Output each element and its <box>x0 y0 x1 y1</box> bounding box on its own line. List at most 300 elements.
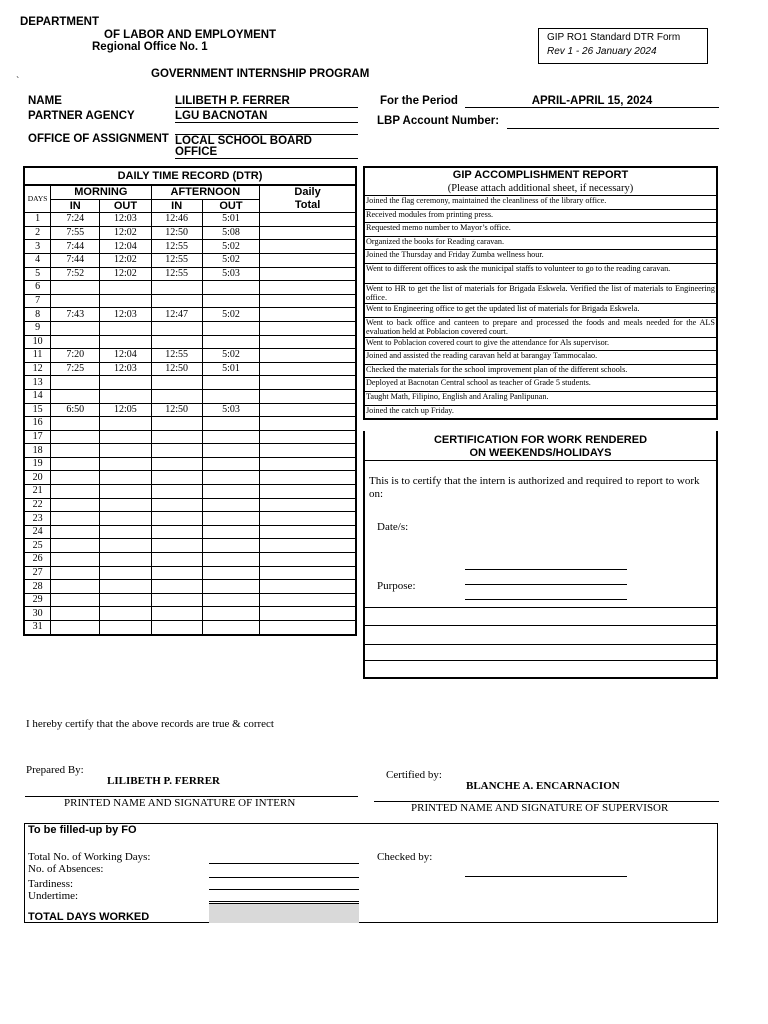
dept-line-2: OF LABOR AND EMPLOYMENT <box>104 29 277 41</box>
dtr-pm-out-cell: 5:08 <box>202 226 259 240</box>
dtr-day-cell: 15 <box>24 403 51 417</box>
dtr-total-cell <box>260 430 356 444</box>
accomplishment-row <box>364 405 717 419</box>
dtr-am-in-cell <box>51 621 100 635</box>
dtr-pm-out-cell <box>202 525 259 539</box>
dtr-pm-out-cell: 5:03 <box>202 403 259 417</box>
daily-total-label-2: Total <box>294 199 321 212</box>
dtr-row <box>24 417 356 431</box>
dtr-am-out-cell <box>100 444 151 458</box>
dtr-am-in-cell <box>51 566 100 580</box>
accomplishment-row <box>364 223 717 237</box>
dtr-day-cell: 20 <box>24 471 51 485</box>
dtr-am-in-cell: 7:55 <box>51 226 100 240</box>
dtr-am-out-cell: 12:02 <box>100 267 151 281</box>
dtr-am-out-cell <box>100 471 151 485</box>
dtr-row <box>24 457 356 471</box>
dtr-total-cell <box>260 335 356 349</box>
dtr-row <box>24 389 356 403</box>
dtr-pm-out-cell <box>202 498 259 512</box>
dtr-total-cell <box>260 321 356 335</box>
dtr-total-cell <box>260 403 356 417</box>
dtr-pm-in-cell: 12:50 <box>151 403 202 417</box>
dtr-pm-in-cell: 12:55 <box>151 267 202 281</box>
dtr-am-out-cell: 12:03 <box>100 213 151 227</box>
dtr-pm-out-cell <box>202 457 259 471</box>
dtr-am-in-cell: 7:44 <box>51 240 100 254</box>
prepared-by-label: Prepared By: <box>26 764 84 776</box>
supervisor-name: BLANCHE A. ENCARNACION <box>466 780 620 792</box>
dtr-total-cell <box>260 349 356 363</box>
dtr-pm-out-cell: 5:01 <box>202 362 259 376</box>
dtr-row <box>24 471 356 485</box>
supervisor-caption: PRINTED NAME AND SIGNATURE OF SUPERVISOR <box>411 802 669 814</box>
accomplishment-item: Joined and assisted the reading caravan held at barangay Tammocalao. <box>364 351 717 365</box>
accomplishment-row <box>364 236 717 250</box>
dtr-pm-in-cell <box>151 566 202 580</box>
dtr-pm-out-cell <box>202 321 259 335</box>
divider <box>365 460 716 461</box>
dtr-am-out-cell <box>100 430 151 444</box>
dtr-am-in-cell: 7:43 <box>51 308 100 322</box>
dtr-am-in-cell: 6:50 <box>51 403 100 417</box>
dtr-pm-in-cell <box>151 485 202 499</box>
dtr-am-out-cell: 12:02 <box>100 253 151 267</box>
accomplishment-item: Checked the materials for the school improvement plan of the different schools. <box>364 364 717 378</box>
dtr-am-in-cell <box>51 485 100 499</box>
dtr-am-out-cell: 12:05 <box>100 403 151 417</box>
dtr-total-cell <box>260 294 356 308</box>
purpose-label: Purpose: <box>377 580 416 592</box>
dtr-day-cell: 26 <box>24 553 51 567</box>
dtr-day-cell: 29 <box>24 593 51 607</box>
morning-header: MORNING <box>51 185 151 199</box>
afternoon-header: AFTERNOON <box>151 185 260 199</box>
dtr-am-in-cell <box>51 321 100 335</box>
accomplishment-item: Organized the books for Reading caravan. <box>364 236 717 250</box>
dtr-am-in-cell <box>51 444 100 458</box>
dtr-am-in-cell <box>51 457 100 471</box>
certify-statement: I hereby certify that the above records are true & correct <box>26 718 274 730</box>
dtr-am-out-cell: 12:03 <box>100 308 151 322</box>
dtr-pm-in-cell <box>151 498 202 512</box>
dtr-am-in-cell <box>51 281 100 295</box>
dtr-pm-in-cell <box>151 512 202 526</box>
dtr-pm-out-cell <box>202 566 259 580</box>
dtr-day-cell: 17 <box>24 430 51 444</box>
form-id-box <box>538 28 708 64</box>
dtr-day-cell: 8 <box>24 308 51 322</box>
dtr-total-cell <box>260 512 356 526</box>
undertime-label: Undertime: <box>28 890 79 902</box>
dtr-am-out-cell <box>100 294 151 308</box>
dtr-total-cell <box>260 553 356 567</box>
dates-label: Date/s: <box>377 521 409 533</box>
dtr-am-in-cell <box>51 417 100 431</box>
dtr-pm-out-cell <box>202 607 259 621</box>
accomplishment-row <box>364 209 717 223</box>
dtr-pm-in-cell <box>151 335 202 349</box>
dtr-am-in-cell <box>51 389 100 403</box>
dtr-total-cell <box>260 498 356 512</box>
dtr-am-out-cell <box>100 498 151 512</box>
dtr-row <box>24 512 356 526</box>
certification-title-1: CERTIFICATION FOR WORK RENDERED <box>433 434 648 446</box>
dtr-row <box>24 539 356 553</box>
dtr-day-cell: 11 <box>24 349 51 363</box>
dtr-am-out-cell <box>100 389 151 403</box>
accomplishment-item: Went to Engineering office to get the updated list of materials for Brigada Eskwela. <box>364 303 717 317</box>
dtr-am-in-cell <box>51 607 100 621</box>
dtr-am-out-cell: 12:04 <box>100 240 151 254</box>
dtr-am-in-cell <box>51 498 100 512</box>
dtr-pm-in-cell: 12:50 <box>151 226 202 240</box>
dtr-row <box>24 362 356 376</box>
dtr-day-cell: 10 <box>24 335 51 349</box>
dtr-total-cell <box>260 607 356 621</box>
accomplishment-item: Went to HR to get the list of materials for Brigada Eskwela. Verified the list of materials to Engineering office. <box>366 283 715 302</box>
purpose-line-1 <box>465 584 627 585</box>
dtr-pm-out-cell <box>202 512 259 526</box>
accomplishment-row <box>364 250 717 264</box>
dtr-pm-in-cell: 12:47 <box>151 308 202 322</box>
dtr-row <box>24 376 356 390</box>
dtr-am-out-cell: 12:03 <box>100 362 151 376</box>
dtr-pm-out-cell: 5:02 <box>202 308 259 322</box>
dtr-row <box>24 294 356 308</box>
certified-by-label: Certified by: <box>386 769 442 781</box>
certification-title-2: ON WEEKENDS/HOLIDAYS <box>469 447 612 459</box>
form-revision: Rev 1 - 26 January 2024 <box>547 46 657 57</box>
dtr-total-cell <box>260 376 356 390</box>
dtr-total-cell <box>260 485 356 499</box>
dtr-am-in-cell <box>51 471 100 485</box>
dtr-am-in-cell <box>51 376 100 390</box>
dtr-am-in-cell <box>51 593 100 607</box>
dtr-pm-out-cell: 5:03 <box>202 267 259 281</box>
dtr-day-cell: 16 <box>24 417 51 431</box>
accomplishment-item: Received modules from printing press. <box>364 209 717 223</box>
dtr-pm-out-cell <box>202 621 259 635</box>
dtr-row <box>24 335 356 349</box>
accomplishment-row <box>364 391 717 405</box>
dtr-day-cell: 30 <box>24 607 51 621</box>
dtr-am-in-cell <box>51 553 100 567</box>
divider <box>365 625 716 626</box>
purpose-line-2 <box>465 599 627 600</box>
dtr-am-out-cell <box>100 593 151 607</box>
dtr-day-cell: 31 <box>24 621 51 635</box>
accomplishment-row <box>364 378 717 392</box>
dtr-pm-in-cell <box>151 457 202 471</box>
accomplishment-table <box>363 166 718 420</box>
intern-caption: PRINTED NAME AND SIGNATURE OF INTERN <box>64 797 296 809</box>
dtr-am-in-cell: 7:24 <box>51 213 100 227</box>
dtr-pm-in-cell: 12:50 <box>151 362 202 376</box>
dtr-pm-out-cell <box>202 539 259 553</box>
intern-name: LILIBETH P. FERRER <box>107 775 220 787</box>
dtr-pm-in-cell <box>151 471 202 485</box>
dtr-total-cell <box>260 417 356 431</box>
daily-total-header <box>260 185 356 213</box>
dtr-total-cell <box>260 362 356 376</box>
dtr-am-out-cell <box>100 580 151 594</box>
total-days-label: TOTAL DAYS WORKED <box>28 911 150 923</box>
dtr-pm-out-cell <box>202 294 259 308</box>
dtr-am-out-cell <box>100 281 151 295</box>
dtr-pm-out-cell <box>202 335 259 349</box>
dtr-total-cell <box>260 389 356 403</box>
dtr-total-cell <box>260 281 356 295</box>
accomplishment-row <box>364 283 717 303</box>
dtr-day-cell: 12 <box>24 362 51 376</box>
dtr-total-cell <box>260 213 356 227</box>
undertime-line <box>209 901 359 902</box>
checked-by-label: Checked by: <box>377 851 433 863</box>
dtr-am-out-cell <box>100 321 151 335</box>
dtr-am-in-cell <box>51 430 100 444</box>
dtr-pm-out-cell <box>202 430 259 444</box>
am-out-header: OUT <box>100 199 151 213</box>
divider <box>365 660 716 661</box>
dtr-total-cell <box>260 240 356 254</box>
dtr-row <box>24 430 356 444</box>
total-days-cell <box>209 903 359 923</box>
dtr-pm-in-cell: 12:55 <box>151 253 202 267</box>
dtr-pm-in-cell <box>151 281 202 295</box>
dtr-am-out-cell <box>100 485 151 499</box>
dtr-pm-out-cell: 5:01 <box>202 213 259 227</box>
dtr-total-cell <box>260 444 356 458</box>
dtr-pm-out-cell: 5:02 <box>202 240 259 254</box>
accomplishment-row <box>364 364 717 378</box>
dtr-row <box>24 267 356 281</box>
name-value: LILIBETH P. FERRER <box>175 95 358 108</box>
dtr-day-cell: 23 <box>24 512 51 526</box>
dtr-row <box>24 403 356 417</box>
days-header: DAYS <box>24 185 51 213</box>
dtr-pm-in-cell: 12:55 <box>151 349 202 363</box>
divider <box>365 644 716 645</box>
accomplishment-row <box>364 303 717 317</box>
dtr-pm-out-cell <box>202 444 259 458</box>
dtr-day-cell: 24 <box>24 525 51 539</box>
dtr-pm-in-cell <box>151 417 202 431</box>
dept-line-1: DEPARTMENT <box>20 16 100 28</box>
dtr-am-in-cell: 7:44 <box>51 253 100 267</box>
dtr-pm-in-cell <box>151 376 202 390</box>
dtr-day-cell: 14 <box>24 389 51 403</box>
dtr-row <box>24 607 356 621</box>
dtr-am-out-cell <box>100 376 151 390</box>
dtr-pm-out-cell <box>202 281 259 295</box>
daily-total-label-1: Daily <box>294 186 321 199</box>
dtr-day-cell: 25 <box>24 539 51 553</box>
dtr-row <box>24 498 356 512</box>
dtr-pm-in-cell <box>151 607 202 621</box>
dtr-pm-in-cell <box>151 430 202 444</box>
dtr-total-cell <box>260 267 356 281</box>
dtr-am-in-cell: 7:25 <box>51 362 100 376</box>
dtr-pm-out-cell <box>202 471 259 485</box>
dtr-total-cell <box>260 593 356 607</box>
dtr-row <box>24 281 356 295</box>
dtr-pm-in-cell <box>151 294 202 308</box>
dtr-pm-in-cell <box>151 389 202 403</box>
divider <box>365 607 716 608</box>
dtr-pm-out-cell <box>202 553 259 567</box>
dtr-row <box>24 226 356 240</box>
dtr-am-out-cell <box>100 621 151 635</box>
name-label: NAME <box>28 95 62 107</box>
dtr-row <box>24 321 356 335</box>
dtr-row <box>24 213 356 227</box>
dtr-pm-out-cell: 5:02 <box>202 349 259 363</box>
period-label: For the Period <box>380 95 458 107</box>
dtr-pm-out-cell <box>202 417 259 431</box>
pm-in-header: IN <box>151 199 202 213</box>
dtr-day-cell: 21 <box>24 485 51 499</box>
dtr-row <box>24 240 356 254</box>
dtr-total-cell <box>260 308 356 322</box>
fo-box <box>24 823 718 923</box>
dtr-pm-in-cell: 12:55 <box>151 240 202 254</box>
dtr-am-out-cell: 12:02 <box>100 226 151 240</box>
dtr-pm-in-cell <box>151 621 202 635</box>
office-value-1: LOCAL SCHOOL BOARD <box>175 134 358 147</box>
dtr-row <box>24 621 356 635</box>
dtr-am-in-cell: 7:52 <box>51 267 100 281</box>
dtr-pm-out-cell <box>202 389 259 403</box>
dtr-row <box>24 525 356 539</box>
dtr-pm-in-cell <box>151 444 202 458</box>
dtr-pm-out-cell <box>202 593 259 607</box>
dtr-total-cell <box>260 253 356 267</box>
dtr-am-in-cell <box>51 294 100 308</box>
agency-value: LGU BACNOTAN <box>175 110 358 123</box>
accomplishment-item: Joined the flag ceremony, maintained the cleanliness of the library office. <box>364 196 717 210</box>
dtr-day-cell: 28 <box>24 580 51 594</box>
dtr-pm-in-cell <box>151 580 202 594</box>
dtr-total-cell <box>260 457 356 471</box>
dtr-day-cell: 4 <box>24 253 51 267</box>
accomplishment-item: Went to Poblacion covered court to give the attendance for Als supervisor. <box>364 337 717 351</box>
dtr-am-out-cell <box>100 512 151 526</box>
tardiness-label: Tardiness: <box>28 878 74 890</box>
dtr-total-cell <box>260 580 356 594</box>
dtr-am-out-cell: 12:04 <box>100 349 151 363</box>
dtr-row <box>24 485 356 499</box>
dtr-pm-in-cell <box>151 539 202 553</box>
dtr-pm-in-cell <box>151 525 202 539</box>
lbp-label: LBP Account Number: <box>377 115 500 127</box>
dtr-am-out-cell <box>100 607 151 621</box>
dtr-day-cell: 7 <box>24 294 51 308</box>
dtr-row <box>24 349 356 363</box>
agency-label: PARTNER AGENCY <box>28 110 135 122</box>
fo-title: To be filled-up by FO <box>28 824 137 836</box>
dtr-am-out-cell <box>100 335 151 349</box>
accomplishment-row <box>364 317 717 337</box>
accomplishment-title: GIP ACCOMPLISHMENT REPORT <box>452 169 629 181</box>
dtr-row <box>24 253 356 267</box>
dtr-total-cell <box>260 621 356 635</box>
dtr-row <box>24 553 356 567</box>
dtr-day-cell: 19 <box>24 457 51 471</box>
dtr-am-in-cell <box>51 539 100 553</box>
dtr-day-cell: 1 <box>24 213 51 227</box>
dtr-day-cell: 2 <box>24 226 51 240</box>
pm-out-header: OUT <box>202 199 259 213</box>
dtr-total-cell <box>260 471 356 485</box>
dtr-pm-in-cell <box>151 321 202 335</box>
dtr-am-in-cell: 7:20 <box>51 349 100 363</box>
dtr-pm-in-cell: 12:46 <box>151 213 202 227</box>
accomplishment-item: Went to back office and canteen to prepare and processed the foods and meals needed for the ALS evaluation held at Poblacion covered court. <box>366 317 715 336</box>
dtr-am-out-cell <box>100 457 151 471</box>
dtr-row <box>24 580 356 594</box>
dtr-day-cell: 3 <box>24 240 51 254</box>
accomplishment-item: Went to different offices to ask the municipal staffs to volunteer to go to the reading caravan. <box>364 263 717 283</box>
dtr-am-in-cell <box>51 335 100 349</box>
dtr-am-out-cell <box>100 566 151 580</box>
accomplishment-row <box>364 351 717 365</box>
dtr-pm-out-cell <box>202 485 259 499</box>
tardiness-line <box>209 889 359 890</box>
dept-line-3: Regional Office No. 1 <box>92 41 208 53</box>
dtr-title: DAILY TIME RECORD (DTR) <box>24 167 356 185</box>
certification-body: This is to certify that the intern is authorized and required to report to work on: <box>369 475 700 500</box>
dtr-am-out-cell <box>100 417 151 431</box>
dtr-day-cell: 5 <box>24 267 51 281</box>
date-line <box>465 569 627 570</box>
office-label: OFFICE OF ASSIGNMENT <box>28 133 169 145</box>
dtr-row <box>24 444 356 458</box>
lbp-value <box>507 115 719 129</box>
working-days-line <box>209 863 359 864</box>
dtr-day-cell: 9 <box>24 321 51 335</box>
form-title: GIP RO1 Standard DTR Form <box>547 32 681 43</box>
dtr-total-cell <box>260 525 356 539</box>
dtr-total-cell <box>260 539 356 553</box>
absences-label: No. of Absences: <box>28 863 104 875</box>
accomplishment-row <box>364 196 717 210</box>
am-in-header: IN <box>51 199 100 213</box>
accomplishment-header <box>364 167 717 196</box>
dtr-day-cell: 27 <box>24 566 51 580</box>
dtr-pm-in-cell <box>151 593 202 607</box>
working-days-label: Total No. of Working Days: <box>28 851 151 863</box>
accomplishment-row <box>364 337 717 351</box>
dtr-am-out-cell <box>100 525 151 539</box>
absences-line <box>209 877 359 878</box>
dtr-total-cell <box>260 226 356 240</box>
accomplishment-subtitle: (Please attach additional sheet, if necessary) <box>447 183 634 194</box>
dtr-day-cell: 6 <box>24 281 51 295</box>
dtr-am-out-cell <box>100 553 151 567</box>
period-value: APRIL-APRIL 15, 2024 <box>465 95 719 108</box>
dtr-am-in-cell <box>51 525 100 539</box>
dtr-am-in-cell <box>51 580 100 594</box>
accomplishment-item: Requested memo number to Mayor’s office. <box>364 223 717 237</box>
dtr-pm-out-cell: 5:02 <box>202 253 259 267</box>
dtr-day-cell: 18 <box>24 444 51 458</box>
dtr-day-cell: 13 <box>24 376 51 390</box>
accomplishment-row <box>364 263 717 283</box>
accomplishment-item: Taught Math, Filipino, English and Araling Panlipunan. <box>364 391 717 405</box>
dtr-total-cell <box>260 566 356 580</box>
dtr-am-out-cell <box>100 539 151 553</box>
